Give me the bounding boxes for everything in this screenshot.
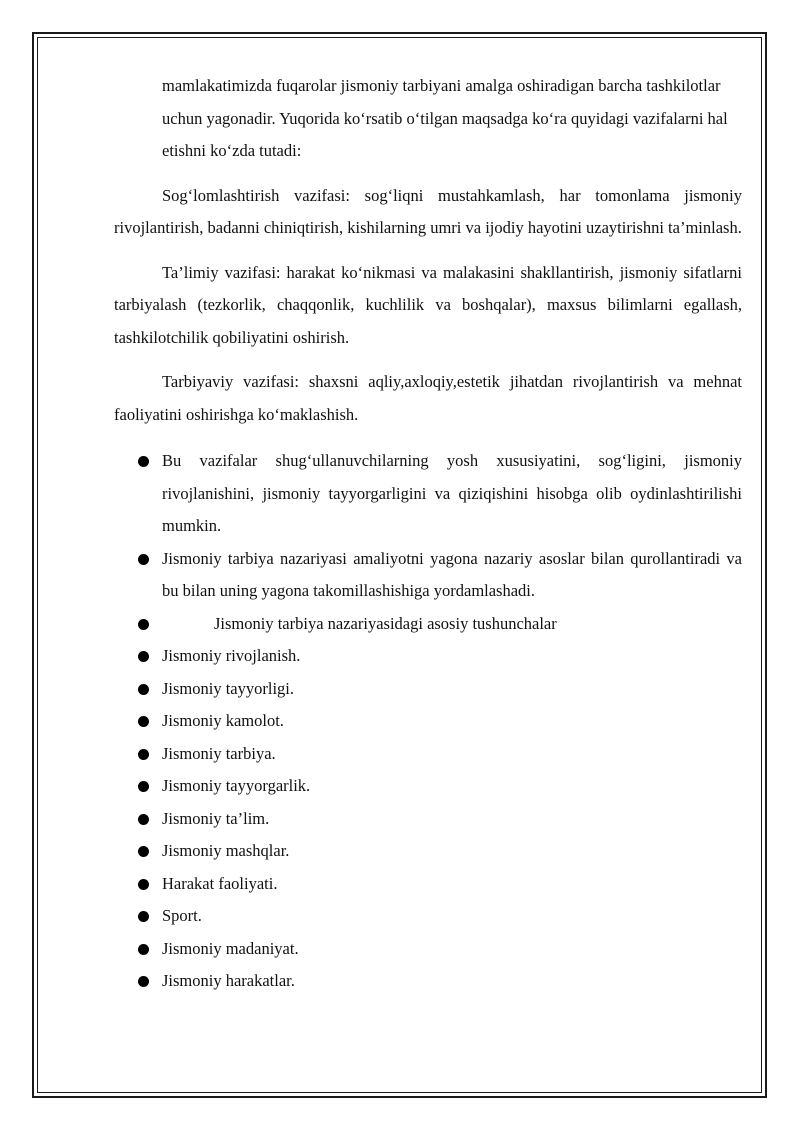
list-item [114,705,742,738]
list-item [114,835,742,868]
list-item [114,900,742,933]
list-item [114,965,742,998]
document-page [114,70,742,998]
list-item-text: Jismoniy tarbiya nazariyasidagi asosiy tushunchalar [214,613,557,633]
list-item-text: Jismoniy tayyorligi. [162,678,294,698]
list-item-text: Jismoniy ta’lim. [162,808,270,828]
list-item-text: Jismoniy tarbiya nazariyasi amaliyotni yagona nazariy asoslar bilan qurollantiradi va bu bilan uning yagona takomillashishiga yordamlashadi. [162,548,742,600]
bullet-list [114,445,742,998]
paragraph-education-task: Ta’limiy vazifasi: harakat ko‘nikmasi va malakasini shakllantirish, jismoniy sifatlarni tarbiyalash (tezkorlik, chaqqonlik, kuchlilik va boshqalar), maxsus bilimlarni egallash, tashkilotchilik qobiliyatini oshirish. [114,262,742,347]
list-item-text: Sport. [162,906,202,925]
bullet-icon [138,944,149,955]
list-item-heading [114,608,742,641]
list-item-text: Jismoniy tarbiya. [162,743,276,763]
list-item [114,738,742,771]
bullet-icon [138,716,149,727]
list-item [114,770,742,803]
paragraph-upbringing-task: Tarbiyaviy vazifasi: shaxsni aqliy,axloqiy,estetik jihatdan rivojlantirish va mehnat faoliyatini oshirishga ko‘maklashish. [114,372,742,424]
bullet-icon [138,846,149,857]
list-item [114,673,742,706]
list-item-text: Jismoniy tayyorgarlik. [162,776,311,795]
list-item-text: Bu vazifalar shug‘ullanuvchilarning yosh xususiyatini, sog‘ligini, jismoniy rivojlanishini, jismoniy tayyorgarligini va qiziqishini hisobga olib oydinlashtirilishi mumkin. [162,451,742,535]
bullet-icon [138,651,149,662]
list-item-text: Jismoniy kamolot. [162,711,284,730]
paragraph-health-task: Sog‘lomlashtirish vazifasi: sog‘liqni mustahkamlash, har tomonlama jismoniy rivojlantirish, badanni chiniqtirish, kishilarning umri va ijodiy hayotini uzaytirishni ta’minlash. [114,185,742,237]
bullet-icon [138,684,149,695]
bullet-icon [138,749,149,760]
bullet-icon [138,814,149,825]
list-item-text: Jismoniy madaniyat. [162,938,299,958]
bullet-icon [138,781,149,792]
list-item [114,933,742,966]
list-item-text: Jismoniy harakatlar. [162,971,295,990]
bullet-icon [138,554,149,565]
list-item-text: Jismoniy rivojlanish. [162,646,301,665]
bullet-icon [138,456,149,467]
intro-paragraph: mamlakatimizda fuqarolar jismoniy tarbiyani amalga oshiradigan barcha tashkilotlar uchun yagonadir. Yuqorida ko‘rsatib o‘tilgan maqsadga ko‘ra quyidagi vazifalarni hal etishni ko‘zda tutadi: [162,76,728,160]
list-item [114,640,742,673]
list-item [114,868,742,901]
bullet-icon [138,619,149,630]
list-item [114,803,742,836]
list-item-text: Harakat faoliyati. [162,873,278,893]
list-item-text: Jismoniy mashqlar. [162,841,290,860]
bullet-icon [138,976,149,987]
list-item [114,445,742,543]
bullet-icon [138,879,149,890]
bullet-icon [138,911,149,922]
list-item [114,543,742,608]
